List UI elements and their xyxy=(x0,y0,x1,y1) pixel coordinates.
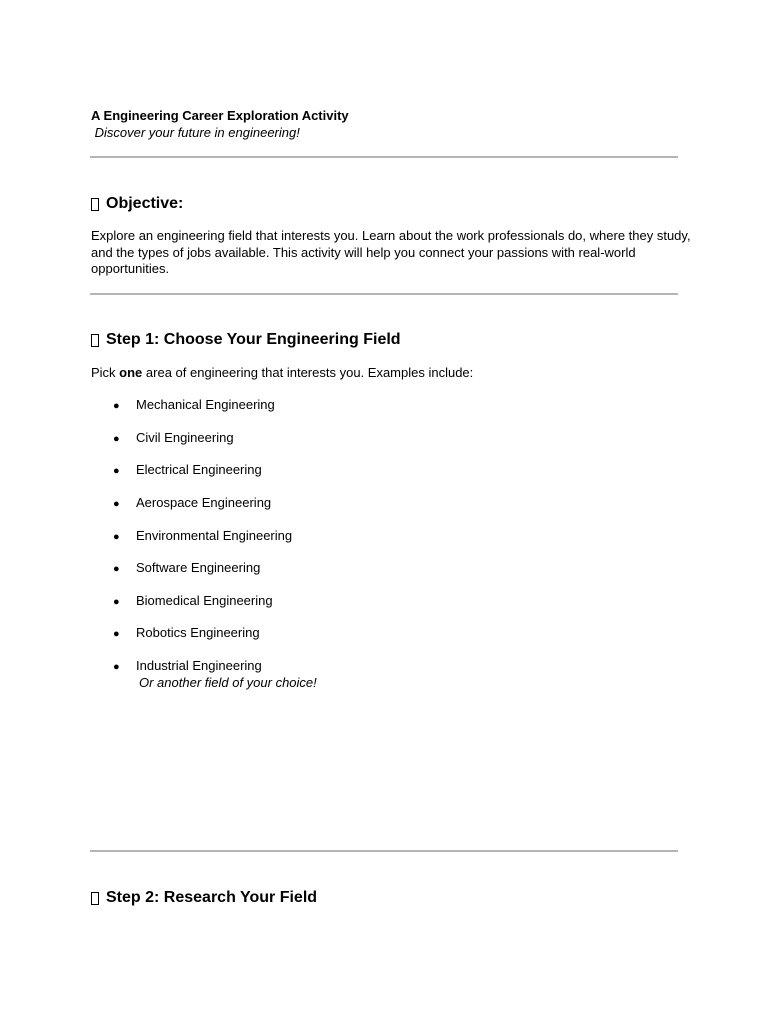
divider-1 xyxy=(90,156,678,158)
bullet-icon: ● xyxy=(113,661,120,673)
bullet-icon: ● xyxy=(113,400,120,412)
objective-text: Explore an engineering field that interests you. Learn about the work professionals do, where they study, and the types of jobs available. This activity will help you connect your passions with real-world opportunities. xyxy=(91,228,691,276)
list-item xyxy=(113,658,262,675)
step1-intro xyxy=(91,365,691,382)
field-label: Biomedical Engineering xyxy=(136,593,273,608)
bullet-icon: ● xyxy=(113,498,120,510)
divider-2 xyxy=(90,293,678,295)
field-label: Industrial Engineering xyxy=(136,658,262,673)
field-label: Aerospace Engineering xyxy=(136,495,272,510)
list-item xyxy=(113,462,262,479)
bullet-icon: ● xyxy=(113,628,120,640)
field-label: Robotics Engineering xyxy=(136,625,260,640)
field-label: Civil Engineering xyxy=(136,430,234,445)
bullet-icon: ● xyxy=(113,433,120,445)
bullet-icon: ● xyxy=(113,531,120,543)
missing-glyph-icon xyxy=(91,334,99,347)
list-item xyxy=(113,560,260,577)
field-label: Electrical Engineering xyxy=(136,462,262,477)
objective-heading-text: Objective: xyxy=(106,195,184,212)
step1-intro-after: area of engineering that interests you. Examples include: xyxy=(142,365,474,380)
document-title: A Engineering Career Exploration Activity xyxy=(91,108,349,123)
document-subtitle: Discover your future in engineering! xyxy=(91,125,300,140)
other-field-note: Or another field of your choice! xyxy=(139,675,317,690)
missing-glyph-icon xyxy=(91,198,99,211)
list-item xyxy=(113,593,273,610)
objective-heading xyxy=(91,194,183,214)
field-label: Mechanical Engineering xyxy=(136,397,275,412)
bullet-icon: ● xyxy=(113,596,120,608)
list-item xyxy=(113,397,275,414)
list-item xyxy=(113,625,260,642)
list-item xyxy=(113,528,292,545)
field-label: Software Engineering xyxy=(136,560,261,575)
divider-3 xyxy=(90,850,678,852)
step1-heading-text: Step 1: Choose Your Engineering Field xyxy=(106,331,401,348)
step1-intro-before: Pick xyxy=(91,365,120,380)
bullet-icon: ● xyxy=(113,563,120,575)
missing-glyph-icon xyxy=(91,892,99,905)
bullet-icon: ● xyxy=(113,465,120,477)
list-item xyxy=(113,495,271,512)
field-label: Environmental Engineering xyxy=(136,528,293,543)
step2-heading xyxy=(91,888,317,908)
step1-intro-emphasis: one xyxy=(119,365,143,380)
list-item xyxy=(113,430,234,447)
step2-heading-text: Step 2: Research Your Field xyxy=(106,889,318,906)
step1-heading xyxy=(91,330,401,350)
